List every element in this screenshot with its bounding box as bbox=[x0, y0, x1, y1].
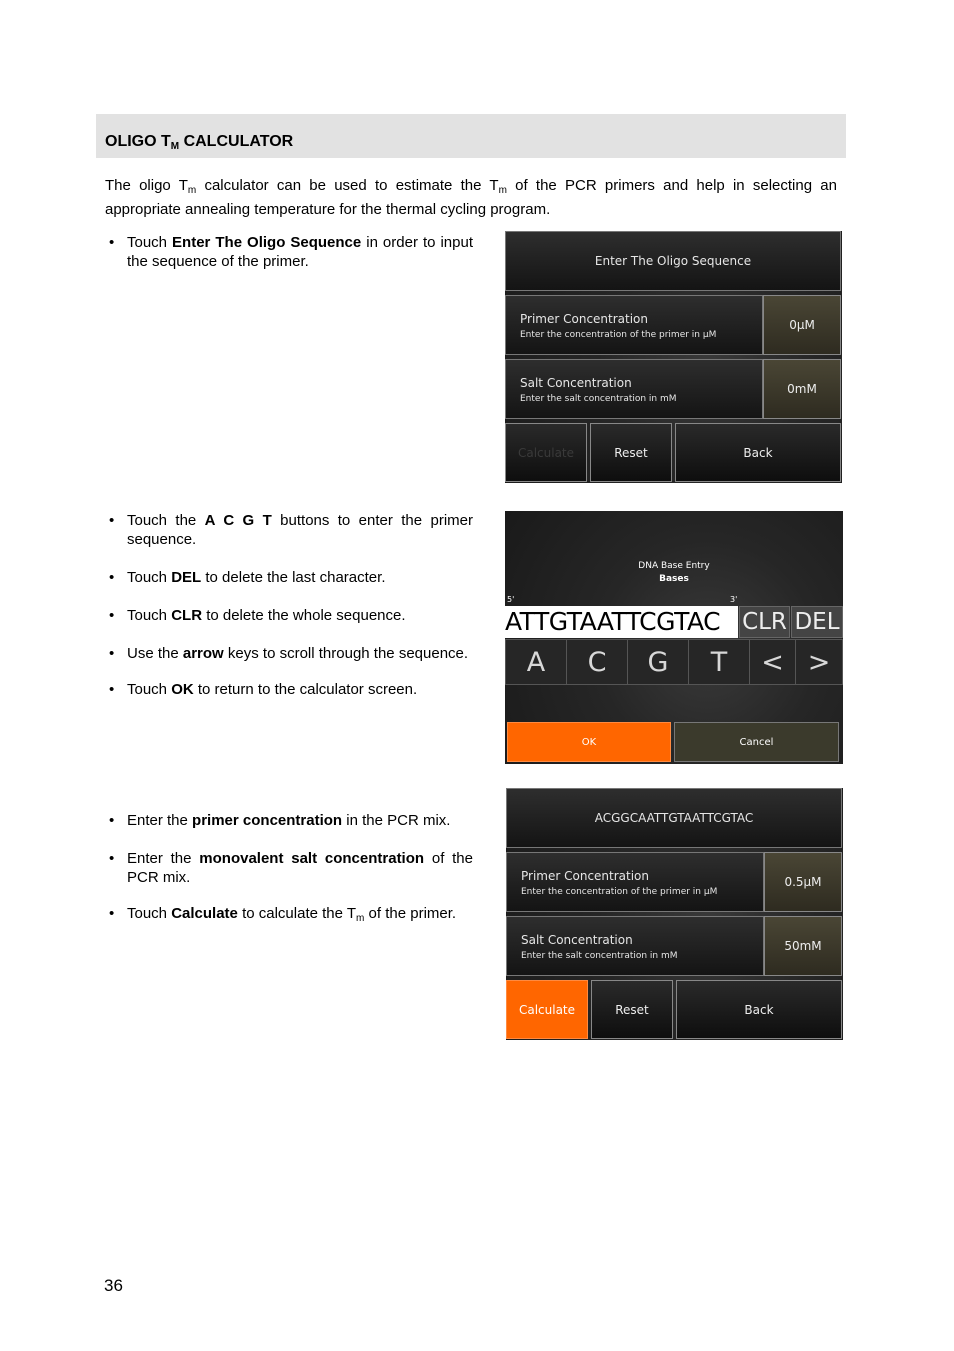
primer-concentration-hint: Enter the concentration of the primer in μM bbox=[520, 330, 717, 340]
ok-button[interactable]: OK bbox=[507, 722, 671, 762]
step3-list bbox=[105, 811, 473, 928]
calculate-button-disabled[interactable]: Calculate bbox=[505, 423, 587, 482]
del-button[interactable]: DEL bbox=[791, 606, 843, 638]
primer-concentration-hint: Enter the concentration of the primer in μM bbox=[521, 887, 718, 897]
back-button[interactable]: Back bbox=[676, 980, 842, 1039]
calculate-button[interactable]: Calculate bbox=[506, 980, 588, 1039]
five-prime-label: 5' bbox=[507, 595, 515, 604]
salt-concentration-value[interactable]: 50mM bbox=[764, 916, 842, 976]
step1-item: • Touch Enter The Oligo Sequence in order to input the sequence of the primer. bbox=[105, 233, 473, 271]
step3-item-salt: • Enter the monovalent salt concentration of the PCR mix. bbox=[105, 849, 473, 887]
three-prime-label: 3' bbox=[730, 595, 738, 604]
back-button[interactable]: Back bbox=[675, 423, 841, 482]
key-c[interactable]: C bbox=[566, 639, 628, 685]
primer-concentration-row[interactable] bbox=[506, 852, 764, 912]
step2-item-del: • Touch DEL to delete the last character. bbox=[105, 568, 473, 587]
primer-concentration-title: Primer Concentration bbox=[520, 312, 649, 326]
dna-entry-title: DNA Base Entry bbox=[638, 561, 710, 571]
page-number: 36 bbox=[104, 1276, 123, 1295]
salt-concentration-hint: Enter the salt concentration in mM bbox=[520, 394, 677, 404]
calculator-screen-filled bbox=[506, 788, 843, 1040]
step2-item-ok: • Touch OK to return to the calculator screen. bbox=[105, 680, 473, 699]
salt-concentration-hint: Enter the salt concentration in mM bbox=[521, 951, 678, 961]
step2-list bbox=[105, 511, 473, 699]
reset-button[interactable]: Reset bbox=[590, 423, 672, 482]
dna-base-entry-screen bbox=[505, 511, 843, 764]
sequence-display: ATTGTAATTCGTAC bbox=[505, 606, 738, 638]
section-title: OLIGO $T_M$ CALCULATOR bbox=[105, 133, 294, 152]
clr-button[interactable]: CLR bbox=[739, 606, 790, 638]
arrow-left-key[interactable]: < bbox=[749, 639, 796, 685]
reset-button[interactable]: Reset bbox=[591, 980, 673, 1039]
step1-list bbox=[105, 233, 473, 271]
step3-item-calculate: • Touch Calculate to calculate the $T_m$ of the primer. bbox=[105, 904, 473, 928]
primer-concentration-title: Primer Concentration bbox=[521, 869, 650, 883]
step3-item-primer: • Enter the primer concentration in the PCR mix. bbox=[105, 811, 473, 830]
dna-entry-subtitle: Bases bbox=[659, 574, 689, 584]
key-a[interactable]: A bbox=[505, 639, 567, 685]
calculator-screen-initial bbox=[505, 231, 842, 483]
salt-concentration-row[interactable] bbox=[505, 359, 763, 419]
salt-concentration-title: Salt Concentration bbox=[521, 933, 633, 947]
key-t[interactable]: T bbox=[688, 639, 750, 685]
step2-item-acgt: • Touch the A C G T buttons to enter the primer sequence. bbox=[105, 511, 473, 549]
primer-concentration-value[interactable]: 0.5μM bbox=[764, 852, 842, 912]
primer-concentration-value[interactable]: 0μM bbox=[763, 295, 841, 355]
intro-paragraph: The oligo $T_m$ calculator can be used to estimate the $T_m$ of the PCR primers and help in selecting an appropriate annealing temperature for the thermal cycling program. bbox=[105, 177, 837, 218]
salt-concentration-value[interactable]: 0mM bbox=[763, 359, 841, 419]
salt-concentration-title: Salt Concentration bbox=[520, 376, 632, 390]
primer-concentration-row[interactable] bbox=[505, 295, 763, 355]
salt-concentration-row[interactable] bbox=[506, 916, 764, 976]
oligo-sequence-button[interactable]: ACGGCAATTGTAATTCGTAC bbox=[506, 788, 842, 848]
step2-item-clr: • Touch CLR to delete the whole sequence. bbox=[105, 606, 473, 625]
enter-oligo-button[interactable]: Enter The Oligo Sequence bbox=[505, 231, 841, 291]
arrow-right-key[interactable]: > bbox=[795, 639, 843, 685]
cancel-button[interactable]: Cancel bbox=[674, 722, 839, 762]
step2-item-arrows: • Use the arrow keys to scroll through the sequence. bbox=[105, 644, 473, 663]
key-g[interactable]: G bbox=[627, 639, 689, 685]
